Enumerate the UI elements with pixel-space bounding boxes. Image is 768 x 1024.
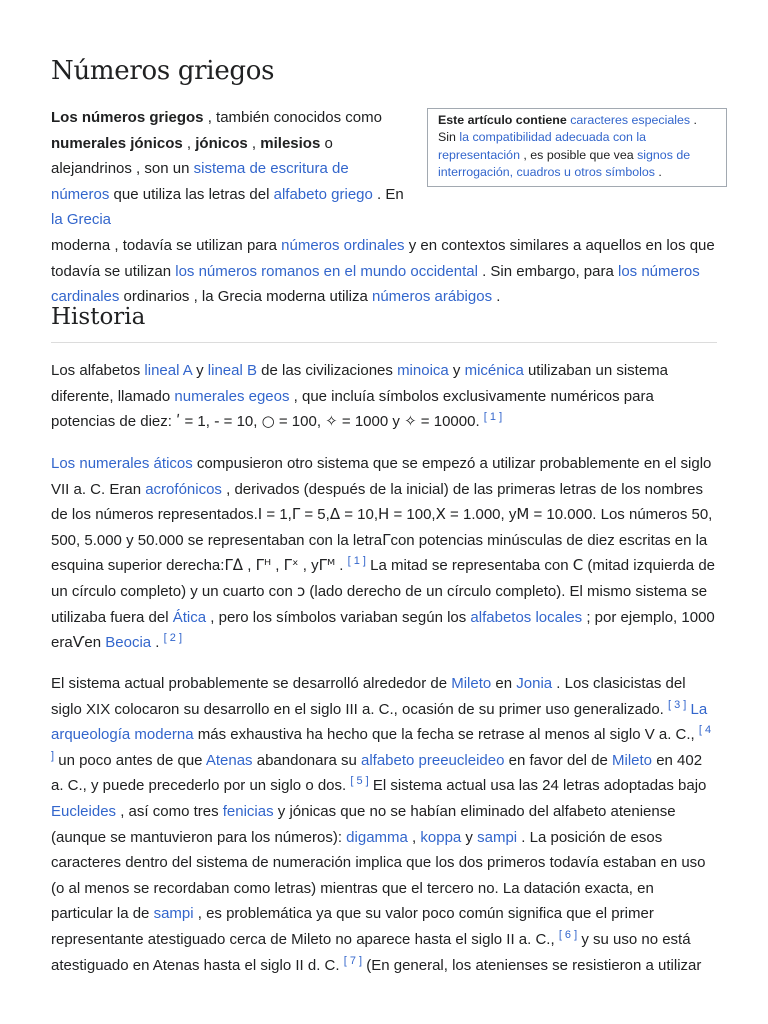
attic-glyph: Μ [516,505,530,524]
aegean-ten-glyph: - [214,412,220,431]
link-micenica[interactable]: micénica [464,362,524,379]
link-compatibilidad[interactable]: la compatibilidad adecuada con la representación [438,130,647,162]
link-alfabeto-preeucleideo[interactable]: alfabeto preeucleideo [360,751,505,769]
text: . [151,634,160,652]
quarter-glyph: ɔ [296,581,306,600]
link-mileto[interactable]: Mileto [612,751,653,769]
text: . [335,557,344,575]
reference-link[interactable]: [ 3 ] [668,698,687,711]
text: en [84,634,106,652]
text: y su uso no está atestiguado en Atenas hasta el siglo II d. C. [51,930,691,974]
link-alfabetos-locales[interactable]: alfabetos locales [470,608,583,626]
text: . Sin embargo, para [477,262,618,280]
text: El sistema actual probablemente se desarrolló alrededor de [51,675,452,692]
text: , pero los símbolos variaban según los [206,608,471,626]
text: que utiliza las letras del [109,185,274,203]
notice-text: . Sin [438,113,697,145]
text: y [448,362,465,379]
text: = 10, [340,506,379,524]
attic-glyph: Χ [435,505,446,524]
text: (En general, los atenienses se resistieron a utilizar [362,956,702,974]
section-heading-historia: Historia [51,304,717,343]
text: en [491,675,517,692]
text: = 10, [219,413,262,431]
text: ; por ejemplo, 1000 era [51,608,715,652]
attic-glyph: Ι [257,505,263,524]
text: en favor del de [504,751,613,769]
attic-glyph: Δ [329,505,341,524]
text: ordinarios , la Grecia moderna utiliza [119,288,372,306]
text: = 100, [389,506,436,524]
text: . Los clasicistas del siglo XIX colocaron su desarrollo en el siglo III a. C., ocasión de su primer uso generalizado. [51,675,686,718]
link-sampi[interactable]: sampi [153,905,194,923]
text: , así como tres [116,802,223,820]
text: o alejandrinos , son un [51,134,333,178]
text: . [492,288,501,306]
link-digamma[interactable]: digamma [346,828,408,846]
reference-link[interactable]: [ 1 ] [483,411,503,424]
link-signos-interrogacion[interactable]: signos de interrogación, cuadros u otros símbolos [438,147,691,180]
text: , [182,134,196,152]
text: , también conocidos como [203,109,382,126]
attic-glyph: Γᴹ [318,556,336,575]
text: , y [298,557,319,575]
reference-link[interactable]: [ 7 ] [343,954,363,967]
link-alfabeto-griego[interactable]: alfabeto griego [273,185,373,203]
bold-term: milesios [260,134,321,152]
link-numeros-arabigos[interactable]: números arábigos [372,288,493,306]
text: , [247,134,261,152]
text: , [271,557,284,575]
paragraph-attic [51,451,717,656]
text: = 1.000, y [445,506,517,524]
text: y en contextos similares a aquellos en los que todavía se utilizan [51,236,715,280]
link-mileto[interactable]: Mileto [451,675,492,692]
link-lineal-a[interactable]: lineal A [144,362,192,379]
notice-heading: Este artículo contiene [438,113,567,127]
text: = 100, [274,413,326,431]
link-numeros-romanos[interactable]: los números romanos en el mundo occidental [175,262,478,280]
text: con potencias minúsculas de diez escritas en la esquina superior derecha: [51,531,708,575]
text: = 10000. [416,413,480,431]
page-title: Números griegos [51,56,275,86]
boeotian-thousand-glyph: Ѵ [72,633,85,652]
link-minoica[interactable]: minoica [397,362,449,379]
text: compusieron otro sistema que se empezó a utilizar probablemente en el siglo VII a. C. Eran [51,455,712,498]
link-lineal-b[interactable]: lineal B [207,362,257,379]
text: = 5, [300,506,330,524]
text: = 1, [262,506,292,524]
text: utilizaban un sistema diferente, llamado [51,362,669,405]
link-eucleides[interactable]: Eucleides [51,802,117,820]
link-atica[interactable]: Ática [172,608,207,626]
text: en 402 a. C., y puede precederlo por un siglo o dos. [51,751,703,795]
text: . En [372,185,404,203]
link-numerales-aticos[interactable]: Los numerales áticos [51,455,193,472]
link-caracteres-especiales[interactable]: caracteres especiales [570,113,691,127]
link-numeros-ordinales[interactable]: números ordinales [281,236,405,254]
aegean-ten-thousand-glyph: ✧ [404,412,417,431]
link-acrofonicos[interactable]: acrofónicos [145,480,222,498]
bold-term: numerales jónicos [51,134,183,152]
aegean-thousand-glyph: ✧ [325,412,338,431]
paragraph-ionic-system [51,671,717,978]
link-sistema-escritura[interactable]: sistema de escritura de números [51,160,349,203]
link-jonia[interactable]: Jonia [516,675,553,692]
link-la-grecia[interactable]: la Grecia [51,211,112,229]
bold-term: jónicos [195,134,248,152]
text: Los alfabetos [51,362,145,379]
reference-link[interactable]: [ 5 ] [350,775,369,788]
attic-glyph: Γ [382,530,391,549]
link-numerales-egeos[interactable]: numerales egeos [174,387,290,405]
reference-link[interactable]: [ 6 ] [558,928,578,941]
link-atenas[interactable]: Atenas [205,751,253,769]
reference-link[interactable]: [ 1 ] [347,555,366,568]
text: , [407,828,421,846]
link-fenicias[interactable]: fenicias [222,802,274,820]
text: de las civilizaciones [257,362,398,379]
attic-glyph: Γˣ [283,556,299,575]
text: más exhaustiva ha hecho que la fecha se retrase al menos al siglo V a. C., [193,726,695,744]
aegean-hundred-glyph: ○ [261,412,275,431]
text: un poco antes de que [54,751,206,769]
text: , [243,557,256,575]
notice-text: . [654,165,662,180]
text: (lado derecho de un círculo completo). El mismo sistema se utilizaba fuera del [51,582,708,626]
text: El sistema actual usa las 24 letras adoptadas bajo [368,777,707,795]
link-sampi[interactable]: sampi [477,828,518,846]
link-beocia[interactable]: Beocia [105,634,152,652]
attic-glyph: Γᐃ [224,556,244,575]
reference-link[interactable]: [ 2 ] [163,632,182,645]
text: = 10.000. Los números 50, 500, 5.000 y 50.000 se representaban con la letra [51,506,713,549]
intro-narrow-block [51,105,411,233]
attic-glyph: Γ [291,505,301,524]
text: moderna , todavía se utilizan para [51,236,282,254]
attic-glyph: Γᴴ [255,556,272,575]
reference-link[interactable]: [ 4 ] [51,724,712,762]
text: y jónicas que no se habían eliminado del alfabeto ateniense (aunque se mantuvieron para los números): [51,802,676,846]
text: y [461,828,478,846]
notice-text: , es posible que vea [519,147,638,162]
text: y [191,362,208,379]
text: La mitad se representaba con [365,557,573,575]
link-numeros-cardinales[interactable]: los números cardinales [51,262,700,306]
attic-glyph: Η [378,505,390,524]
text: (mitad izquierda de un círculo completo) y un cuarto con [51,557,715,600]
intro-paragraph [51,105,717,310]
text: , que incluía símbolos exclusivamente numéricos para potencias de diez: [51,387,654,431]
bold-term: Los números griegos [51,109,204,126]
aegean-one-glyph: ʹ [176,412,181,431]
text: . La posición de esos caracteres dentro del sistema de numeración implica que los dos primeros todavía estaban en uso (o al menos se recordaban como letras) mientras que el tercero no. La datación exacta, en particular la de [51,828,706,923]
link-arqueologia-moderna[interactable]: La arqueología moderna [51,700,708,744]
link-koppa[interactable]: koppa [420,828,462,846]
paragraph-aegean [51,358,717,435]
half-glyph: Ϲ [572,556,584,575]
text: = 1, [180,413,215,431]
text: abandonara su [252,751,361,769]
text: = 1000 y [337,413,405,431]
text: , es problemática ya que su valor poco común significa que el primer representante atestiguado cerca de Mileto no aparece hasta el siglo II a. C., [51,905,654,948]
text: , derivados (después de la inicial) de las primeras letras de los nombres de los números representados. [51,480,703,524]
